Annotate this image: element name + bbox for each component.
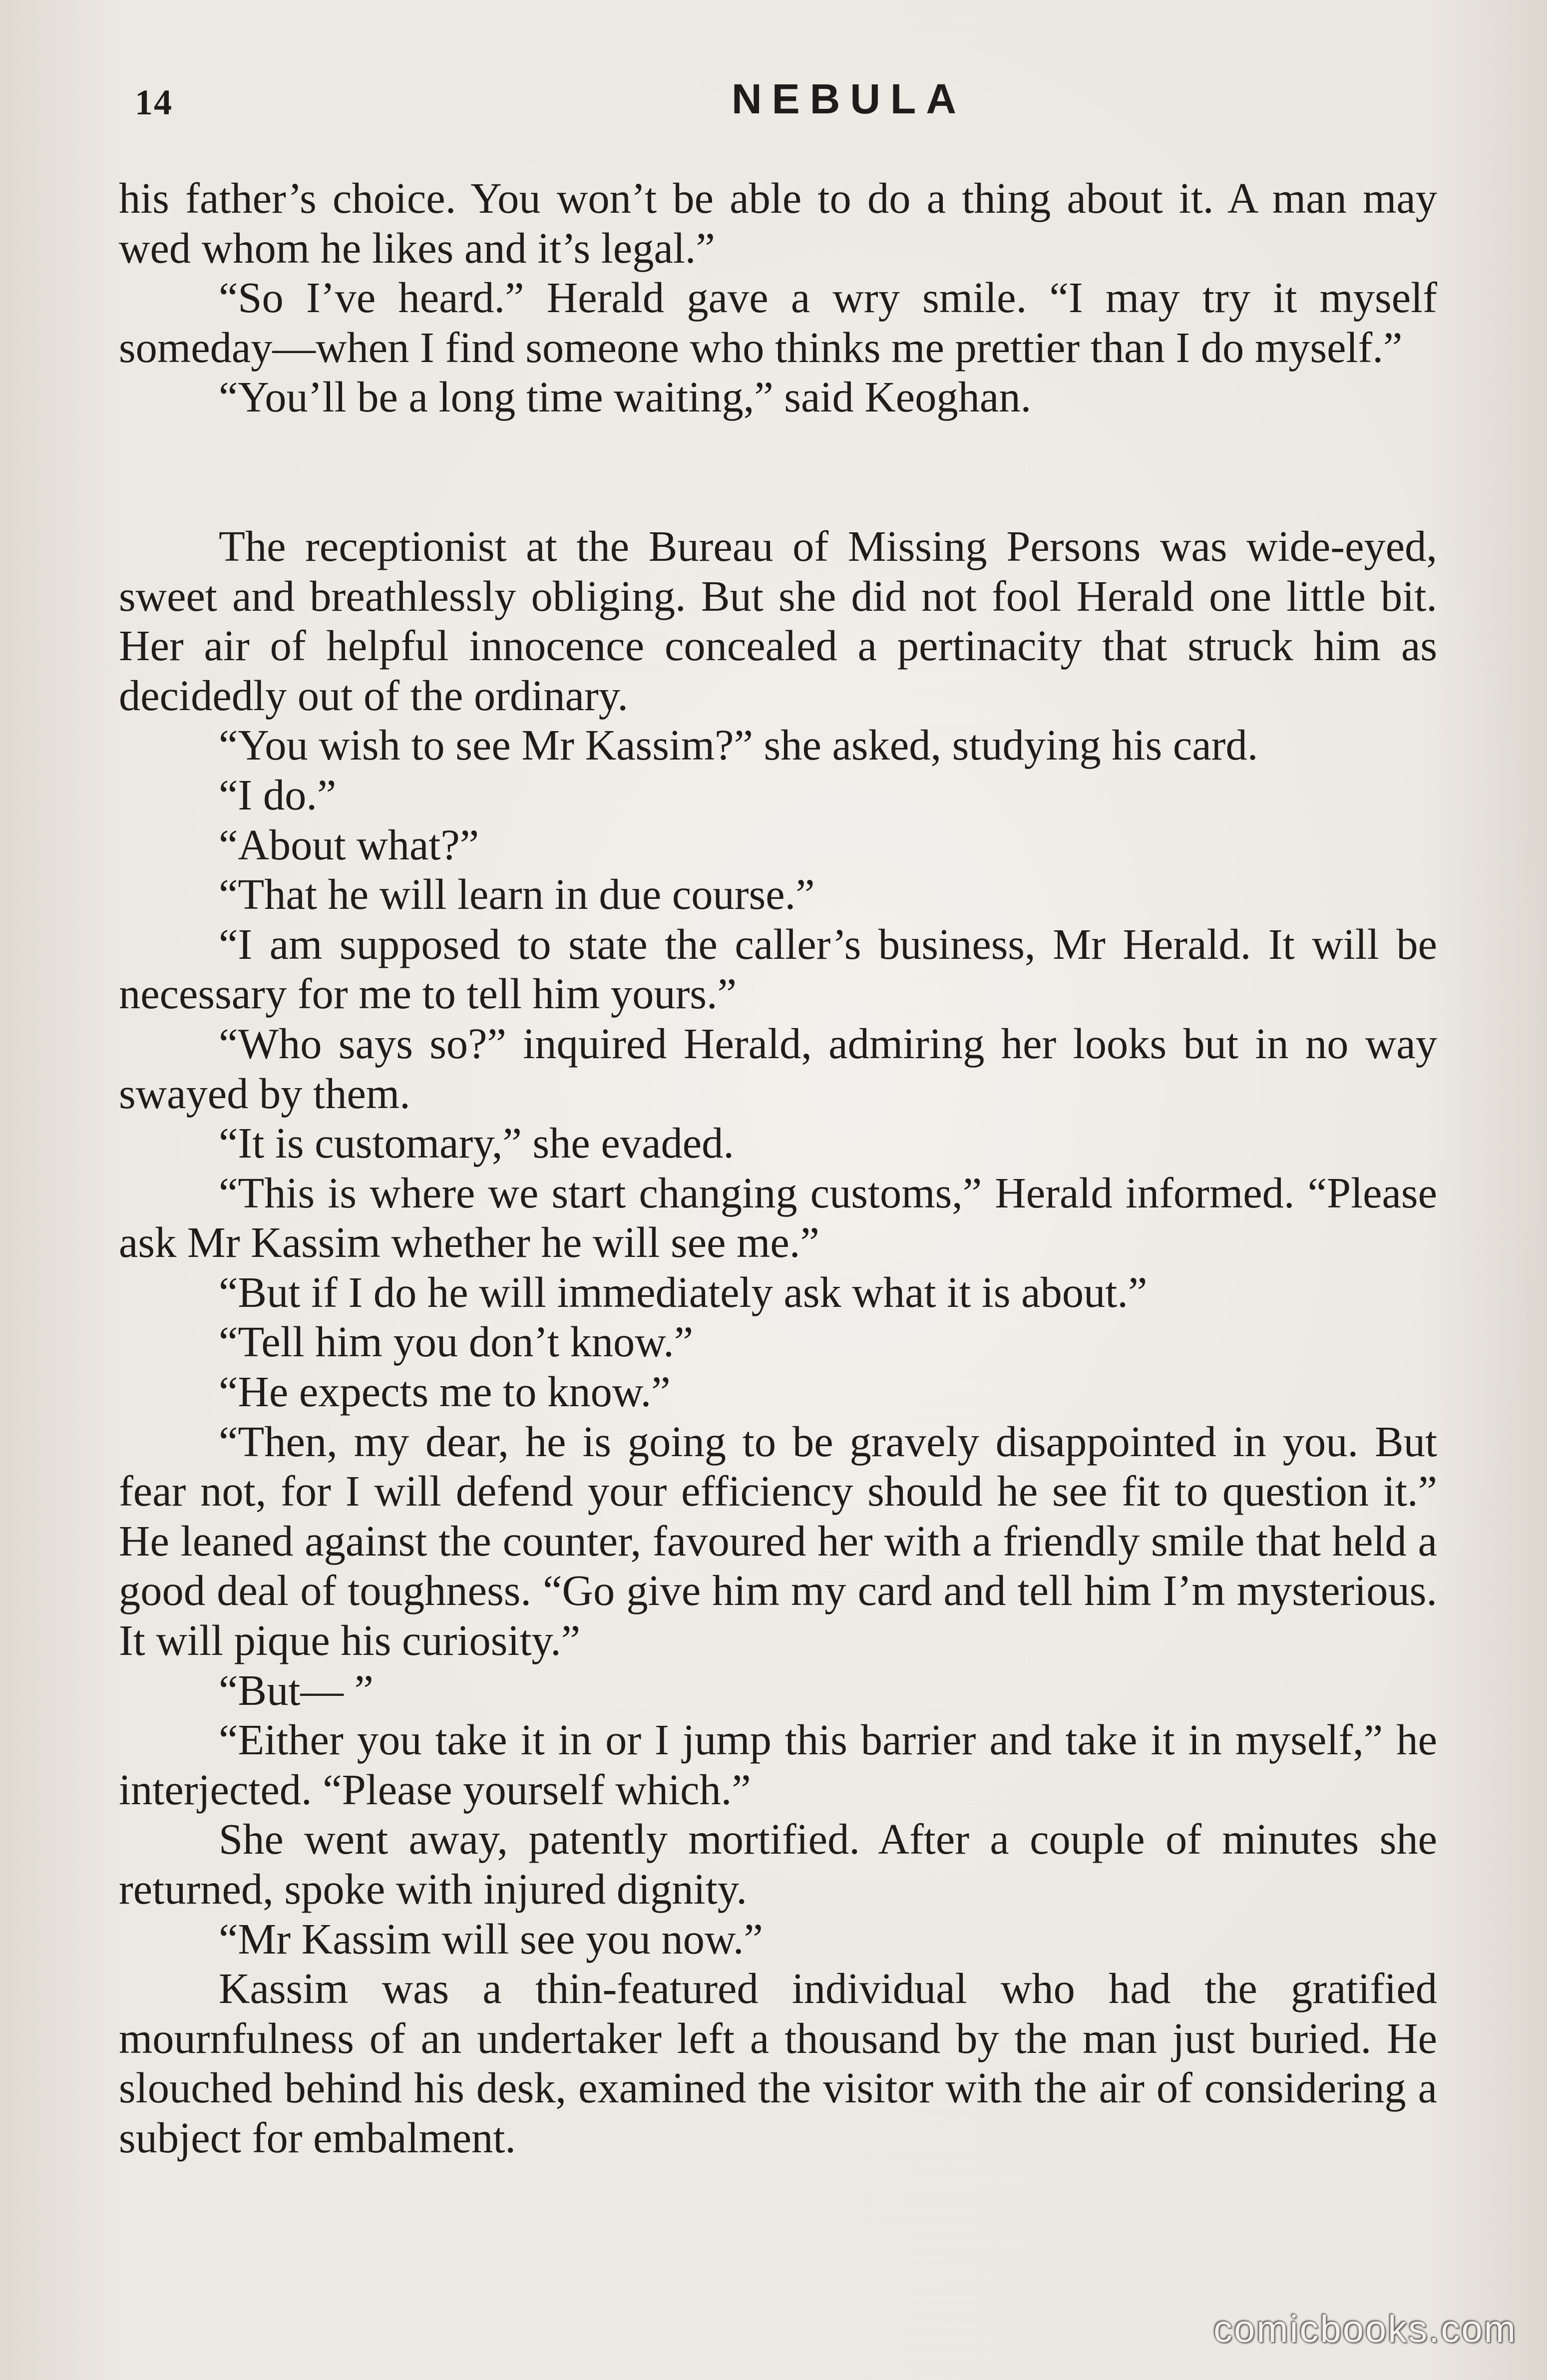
paragraph: “About what?” bbox=[219, 820, 479, 869]
body-text bbox=[119, 174, 1437, 2163]
paragraph: She went away, patently mortified. After a couple of minutes she returned, spoke with injured dignity. bbox=[119, 1815, 1437, 1913]
page-header bbox=[135, 75, 1443, 135]
site-watermark: comicbooks.com bbox=[1213, 2308, 1517, 2351]
paragraph: “So I’ve heard.” Herald gave a wry smile. “I may try it myself someday—when I find someone who thinks me prettier than I do myself.” bbox=[119, 274, 1437, 372]
paragraph: “Who says so?” inquired Herald, admiring her looks but in no way swayed by them. bbox=[119, 1019, 1437, 1118]
paragraph: “I am supposed to state the caller’s business, Mr Herald. It will be necessary for me to tell him yours.” bbox=[119, 920, 1437, 1018]
paragraph: “That he will learn in due course.” bbox=[219, 870, 815, 919]
paragraph: “You wish to see Mr Kassim?” she asked, studying his card. bbox=[219, 721, 1258, 770]
running-head: NEBULA bbox=[732, 75, 966, 122]
paragraph: “But if I do he will immediately ask what it is about.” bbox=[219, 1268, 1148, 1316]
paragraph: “But— ” bbox=[219, 1666, 374, 1714]
paragraph: “I do.” bbox=[219, 771, 337, 819]
paragraph: “This is where we start changing customs,” Herald informed. “Please ask Mr Kassim whether he will see me.” bbox=[119, 1169, 1437, 1267]
section-break bbox=[119, 422, 1437, 522]
paragraph: “Tell him you don’t know.” bbox=[219, 1318, 694, 1366]
paragraph: Kassim was a thin-featured individual who had the gratified mournfulness of an undertaker left a thousand by the man just buried. He slouched behind his desk, examined the visitor with the air of considering a subject for embalment. bbox=[119, 1965, 1437, 2162]
page-number: 14 bbox=[135, 82, 173, 122]
paragraph: “Then, my dear, he is going to be gravely disappointed in you. But fear not, for I will defend your efficiency should he see fit to question it.” He leaned against the counter, favoured her with a friendly smile that held a good deal of toughness. “Go give him my card and tell him I’m mysterious. It will pique his curiosity.” bbox=[119, 1417, 1437, 1665]
paragraph: “It is customary,” she evaded. bbox=[219, 1119, 735, 1168]
paragraph: “Mr Kassim will see you now.” bbox=[219, 1915, 763, 1963]
paragraph: The receptionist at the Bureau of Missing Persons was wide-eyed, sweet and breathlessly obliging. But she did not fool Herald one little bit. Her air of helpful innocence concealed a pertinacity that struck him as decidedly out of the ordinary. bbox=[119, 522, 1437, 720]
paragraph: “You’ll be a long time waiting,” said Keoghan. bbox=[219, 373, 1032, 421]
paragraph: his father’s choice. You won’t be able to do a thing about it. A man may wed whom he likes and it’s legal.” bbox=[119, 174, 1437, 272]
paragraph: “Either you take it in or I jump this barrier and take it in myself,” he interjected. “Please yourself which.” bbox=[119, 1716, 1437, 1814]
paragraph: “He expects me to know.” bbox=[219, 1368, 671, 1416]
